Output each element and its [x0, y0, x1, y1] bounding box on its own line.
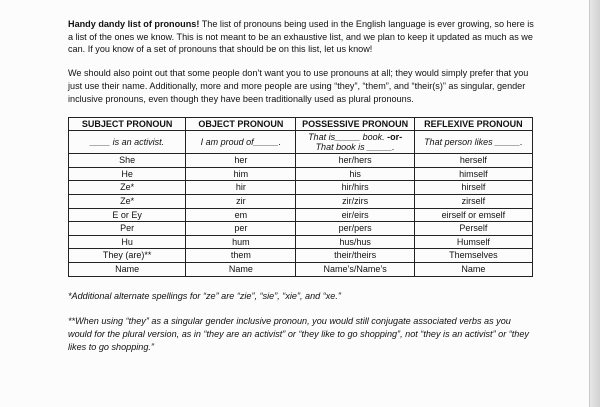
reflexive-pronoun-cell: himself: [414, 167, 532, 181]
table-row: [69, 262, 533, 276]
object-blank: _____.: [253, 136, 282, 147]
footnotes: [68, 290, 536, 354]
reflexive-pronoun-cell: eirself or emself: [414, 208, 532, 222]
document-page-edge: [589, 0, 600, 407]
table-row: [69, 222, 533, 236]
intro-body: The list of pronouns being used in the English language is ever growing, so here is a list of the ones we know. This is not meant to be an exhaustive list, and we plan to keep it updated as much as we can. If you know of a set of pronouns that should be on this list, let us know!: [68, 19, 534, 55]
object-pronoun-cell: hir: [186, 181, 296, 195]
table-row: [69, 195, 533, 209]
table-row: [69, 167, 533, 181]
footnote-alternate-spellings: *Additional alternate spellings for “ze” are “zie”, “sie”, “xie”, and “xe.”: [68, 290, 341, 301]
object-template-text: I am proud of: [200, 136, 254, 147]
reflexive-pronoun-cell: zirself: [414, 195, 532, 209]
template-row: [69, 131, 533, 154]
object-pronoun-cell: Name: [186, 262, 296, 276]
possessive-template-cell: [296, 131, 414, 154]
object-pronoun-cell: her: [186, 154, 296, 168]
possessive-pronoun-cell: his: [296, 167, 414, 181]
subject-pronoun-cell: He: [69, 167, 186, 181]
subject-pronoun-cell: Hu: [69, 235, 186, 249]
reflexive-blank: _____.: [495, 136, 523, 147]
table-row: [69, 208, 533, 222]
header-subject-pronoun: SUBJECT PRONOUN: [69, 118, 186, 131]
possessive-text-b: book.: [360, 131, 385, 142]
subject-pronoun-cell: Ze*: [69, 181, 186, 195]
subject-pronoun-cell: Ze*: [69, 195, 186, 209]
possessive-pronoun-cell: hir/hirs: [296, 181, 414, 195]
possessive-blank-2: _____.: [367, 142, 395, 153]
object-pronoun-cell: them: [186, 249, 296, 263]
subject-blank: ____: [90, 136, 111, 147]
reflexive-pronoun-cell: hirself: [414, 181, 532, 195]
possessive-pronoun-cell: her/hers: [296, 154, 414, 168]
possessive-pronoun-cell: hus/hus: [296, 235, 414, 249]
object-pronoun-cell: per: [186, 222, 296, 236]
possessive-blank-1: _____: [335, 131, 361, 142]
reflexive-template-text: That person likes: [424, 136, 493, 147]
footnote-singular-they: **When using “they” as a singular gender inclusive pronoun, you would still conjugate associated verbs as you would for the plural version, as in “they are an activist” or “they like to go shopping”, not “they is an activist” or “they likes to go shopping.”: [68, 316, 529, 352]
possessive-pronoun-cell: per/pers: [296, 222, 414, 236]
possessive-pronoun-cell: their/theirs: [296, 249, 414, 263]
table-row: [69, 249, 533, 263]
header-possessive-pronoun: POSSESSIVE PRONOUN: [296, 118, 414, 131]
intro-heading: Handy dandy list of pronouns!: [68, 19, 200, 29]
pronoun-table: [68, 117, 533, 276]
subject-pronoun-cell: Per: [69, 222, 186, 236]
possessive-pronoun-cell: zir/zirs: [296, 195, 414, 209]
header-reflexive-pronoun: REFLEXIVE PRONOUN: [414, 118, 532, 131]
possessive-template-line-1: [298, 132, 411, 143]
reflexive-template-cell: [414, 131, 532, 154]
reflexive-pronoun-cell: Humself: [414, 235, 532, 249]
subject-template-text: is an activist.: [110, 136, 165, 147]
intro-paragraph: [68, 18, 536, 56]
object-template-cell: [186, 131, 296, 154]
table-row: [69, 235, 533, 249]
possessive-template-line-2: [298, 142, 411, 153]
subject-template-cell: [69, 131, 186, 154]
reflexive-pronoun-cell: Name: [414, 262, 532, 276]
object-pronoun-cell: zir: [186, 195, 296, 209]
subject-pronoun-cell: She: [69, 154, 186, 168]
usage-note-paragraph: We should also point out that some people don’t want you to use pronouns at all; they would simply prefer that you just use their name. Additionally, more and more people are using “they”, “them”, and “their(s)” as singular, gender inclusive pronouns, even though they have been traditionally used as plural pronouns.: [68, 68, 529, 104]
possessive-pronoun-cell: Name’s/Name’s: [296, 262, 414, 276]
subject-pronoun-cell: They (are)**: [69, 249, 186, 263]
subject-pronoun-cell: E or Ey: [69, 208, 186, 222]
table-header-row: [69, 118, 533, 131]
reflexive-pronoun-cell: Themselves: [414, 249, 532, 263]
reflexive-pronoun-cell: herself: [414, 154, 532, 168]
object-pronoun-cell: hum: [186, 235, 296, 249]
subject-pronoun-cell: Name: [69, 262, 186, 276]
header-object-pronoun: OBJECT PRONOUN: [186, 118, 296, 131]
object-pronoun-cell: em: [186, 208, 296, 222]
reflexive-pronoun-cell: Perself: [414, 222, 532, 236]
possessive-text-a: That is: [308, 131, 336, 142]
possessive-text-c: That book is: [315, 142, 365, 153]
table-row: [69, 181, 533, 195]
possessive-or: -or-: [384, 131, 403, 142]
object-pronoun-cell: him: [186, 167, 296, 181]
document-page: [68, 18, 536, 366]
table-row: [69, 154, 533, 168]
possessive-pronoun-cell: eir/eirs: [296, 208, 414, 222]
